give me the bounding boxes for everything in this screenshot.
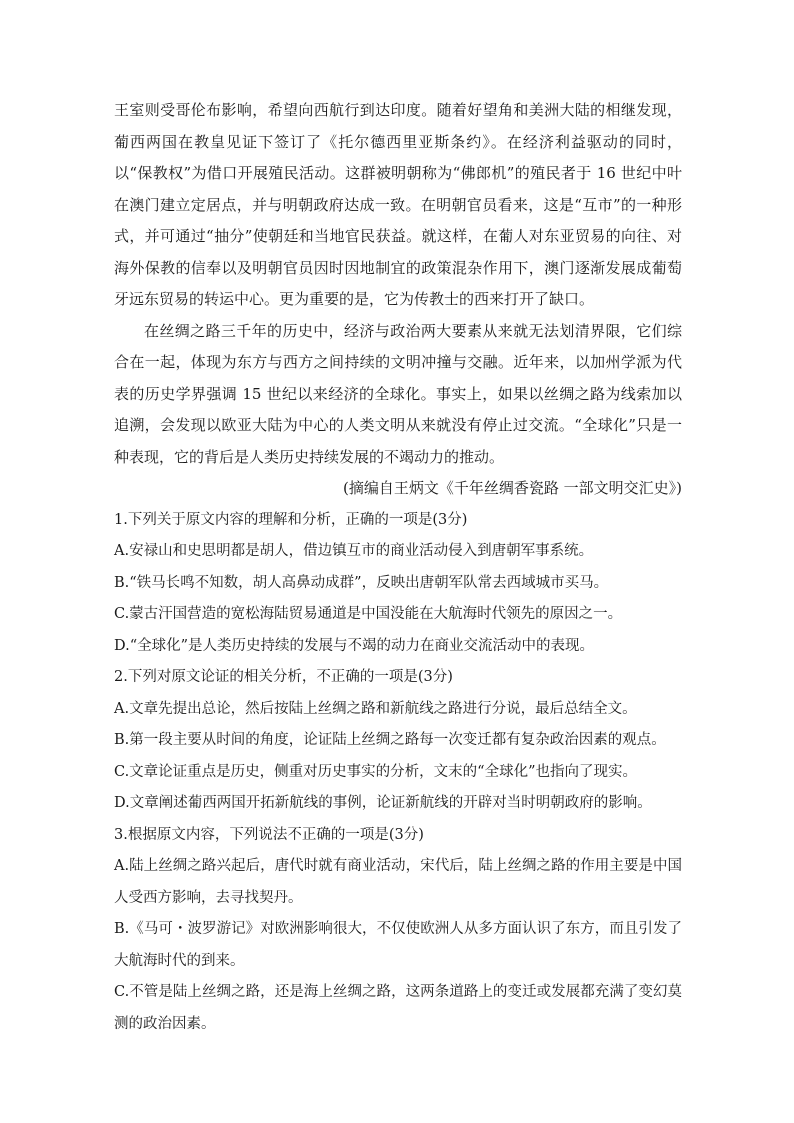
option-d: D.文章阐述葡西两国开拓新航线的事例，论证新航线的开辟对当时明朝政府的影响。 <box>114 795 652 811</box>
question-3 <box>114 820 682 1041</box>
option-b: B.“铁马长鸣不知数，胡人高鼻动成群”，反映出唐朝军队常去西域城市买马。 <box>114 574 609 591</box>
question-stem: 3.根据原文内容，下列说法不正确的一项是(3分) <box>114 826 424 843</box>
question-2 <box>114 662 682 820</box>
source-citation: (摘编自王炳文《千年丝绸香瓷路 一部文明交汇史》) <box>343 479 682 497</box>
option-a: A.安禄山和史思明都是胡人，借边镇互市的商业活动侵入到唐朝军事系统。 <box>114 543 594 559</box>
paragraph-1: 王室则受哥伦布影响，希望向西航行到达印度。随着好望角和美洲大陆的相继发现，葡西两国在教皇见证下签订了《托尔德西里亚斯条约》。在经济利益驱动的同时，以“保教权”为借口开展殖民活动。这群被明朝称为“佛郎机”的殖民者于 16 世纪中叶在澳门建立定居点，并与明朝政府达成一致。在明朝官员看来，这是“互市”的一种形式，并可通过“抽分”使朝廷和当地官民获益。就这样，在葡人对东亚贸易的向往、对海外保教的信奉以及明朝官员因时因地制宜的政策混杂作用下，澳门逐渐发展成葡萄牙远东贸易的转运中心。更为重要的是，它为传教士的西来打开了缺口。 <box>114 101 682 308</box>
option-a: A.文章先提出总论，然后按陆上丝绸之路和新航线之路进行分说，最后总结全文。 <box>114 700 637 717</box>
option-c: C.蒙古汗国营造的宽松海陆贸易通道是中国没能在大航海时代领先的原因之一。 <box>114 606 623 622</box>
option-b: B.《马可・波罗游记》对欧洲影响很大，不仅使欧洲人从多方面认识了东方，而且引发了大航海时代的到来。 <box>114 921 682 969</box>
question-stem: 2.下列对原文论证的相关分析，不正确的一项是(3分) <box>114 669 453 685</box>
question-stem: 1.下列关于原文内容的理解和分析，正确的一项是(3分) <box>114 511 468 528</box>
option-b: B.第一段主要从时间的角度，论证陆上丝绸之路每一次变迁都有复杂政治因素的观点。 <box>114 732 666 748</box>
question-1 <box>114 505 682 663</box>
paragraph-2: 在丝绸之路三千年的历史中，经济与政治两大要素从来就无法划清界限，它们综合在一起，体现为东方与西方之间持续的文明冲撞与交融。近年来，以加州学派为代表的历史学界强调 15 世纪以来经济的全球化。事实上，如果以丝绸之路为线索加以追溯，会发现以欧亚大陆为中心的人类文明从来就没有停止过交流。“全球化”只是一种表现，它的背后是人类历史持续发展的不竭动力的推动。 <box>114 321 682 466</box>
option-d: D.“全球化”是人类历史持续的发展与不竭的动力在商业交流活动中的表现。 <box>114 637 595 654</box>
document-content <box>114 95 682 1040</box>
option-a: A.陆上丝绸之路兴起后，唐代时就有商业活动，宋代后，陆上丝绸之路的作用主要是中国人受西方影响，去寻找契丹。 <box>114 858 682 906</box>
option-c: C.不管是陆上丝绸之路，还是海上丝绸之路，这两条道路上的变迁或发展都充满了变幻莫测的政治因素。 <box>114 984 682 1032</box>
option-c: C.文章论证重点是历史，侧重对历史事实的分析，文末的“全球化”也指向了现实。 <box>114 763 638 780</box>
